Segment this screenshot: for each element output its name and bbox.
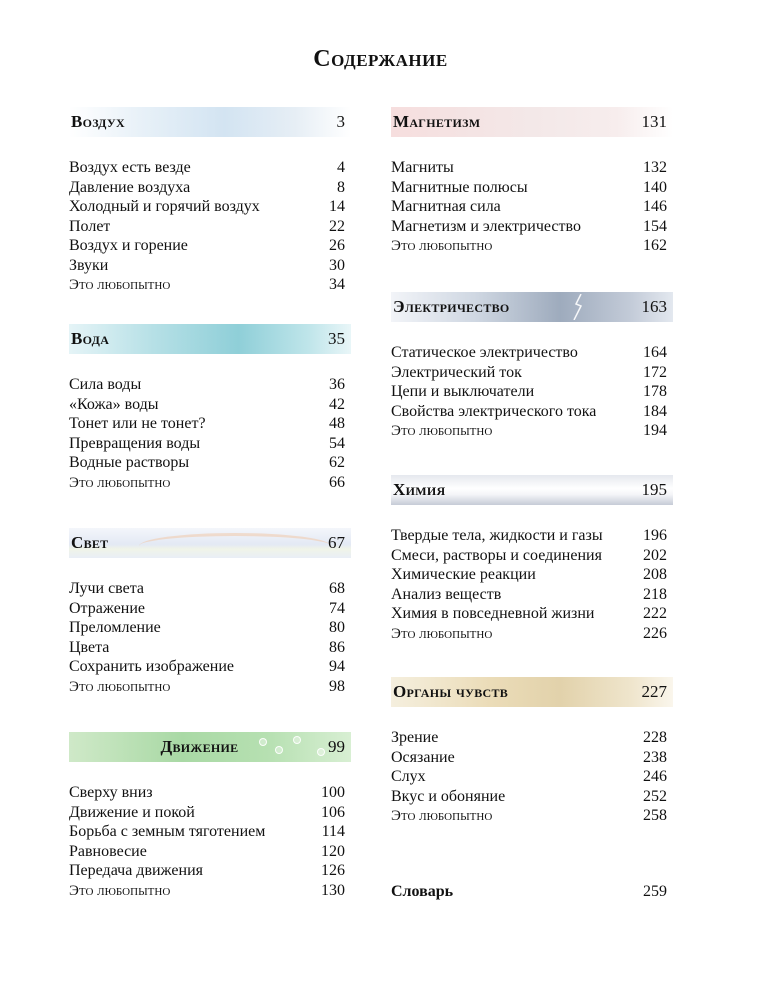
toc-entry[interactable] bbox=[69, 822, 351, 842]
entry-title: Борьба с земным тяготением bbox=[69, 823, 266, 840]
entry-list bbox=[69, 579, 351, 696]
section-heading[interactable]: Электричество bbox=[393, 297, 510, 316]
entry-page: 120 bbox=[321, 842, 345, 860]
entry-page: 42 bbox=[329, 395, 345, 413]
section-heading-band bbox=[69, 324, 351, 354]
entry-title: Равновесие bbox=[69, 842, 147, 860]
entry-title: Сверху вниз bbox=[69, 784, 153, 801]
toc-entry[interactable] bbox=[69, 414, 351, 434]
entry-title: Зрение bbox=[391, 729, 439, 746]
toc-entry[interactable] bbox=[69, 618, 351, 638]
entry-page: 218 bbox=[643, 585, 667, 603]
entry-page: 94 bbox=[329, 658, 345, 675]
entry-page: 100 bbox=[321, 784, 345, 801]
entry-title: Статическое электричество bbox=[391, 344, 578, 361]
entry-page: 36 bbox=[329, 376, 345, 393]
entry-title: Твердые тела, жидкости и газы bbox=[391, 527, 603, 544]
toc-entry[interactable] bbox=[391, 178, 673, 198]
toc-entry[interactable] bbox=[391, 565, 673, 585]
section-heading[interactable]: Вода bbox=[71, 329, 110, 348]
entry-title: Свойства электрического тока bbox=[391, 402, 597, 420]
entry-title: Это любопытно bbox=[69, 474, 171, 491]
entry-list bbox=[391, 343, 673, 441]
entry-page: 80 bbox=[329, 619, 345, 636]
section-chemistry bbox=[391, 475, 673, 643]
toc-entry[interactable] bbox=[391, 402, 673, 422]
entry-page: 130 bbox=[321, 881, 345, 899]
toc-entry[interactable] bbox=[69, 158, 351, 178]
entry-title: Это любопытно bbox=[69, 277, 171, 293]
entry-page: 162 bbox=[643, 237, 667, 254]
toc-entry[interactable] bbox=[391, 624, 673, 644]
entry-list bbox=[391, 526, 673, 643]
entry-title: Цвета bbox=[69, 638, 110, 656]
entry-page: 196 bbox=[643, 527, 667, 544]
entry-page: 30 bbox=[329, 256, 345, 274]
section-page-number: 35 bbox=[328, 329, 345, 348]
entry-page: 4 bbox=[337, 159, 345, 176]
toc-entry[interactable] bbox=[391, 526, 673, 546]
entry-title: Магниты bbox=[391, 159, 454, 176]
page-title: Содержание bbox=[313, 46, 448, 72]
toc-entry[interactable] bbox=[391, 158, 673, 178]
entry-page: 164 bbox=[643, 344, 667, 361]
entry-title: Анализ веществ bbox=[391, 585, 502, 603]
toc-entry[interactable] bbox=[69, 803, 351, 823]
toc-entry[interactable] bbox=[391, 767, 673, 787]
toc-entry[interactable] bbox=[391, 363, 673, 383]
toc-entry[interactable] bbox=[69, 256, 351, 276]
section-heading[interactable]: Воздух bbox=[71, 112, 125, 131]
glossary-page: 259 bbox=[643, 883, 667, 900]
entry-title: Магнитные полюсы bbox=[391, 178, 528, 196]
entry-page: 8 bbox=[337, 178, 345, 196]
section-light bbox=[69, 528, 351, 696]
toc-entry[interactable] bbox=[69, 599, 351, 619]
toc-entry[interactable] bbox=[69, 677, 351, 697]
entry-title: Это любопытно bbox=[391, 423, 493, 439]
entry-title: Слух bbox=[391, 768, 426, 785]
entry-title: Сохранить изображение bbox=[69, 658, 234, 675]
entry-title: Тонет или не тонет? bbox=[69, 415, 206, 432]
entry-page: 140 bbox=[643, 178, 667, 196]
entry-page: 246 bbox=[643, 768, 667, 785]
section-page-number: 131 bbox=[641, 112, 667, 131]
entry-page: 86 bbox=[329, 638, 345, 656]
toc-entry[interactable] bbox=[69, 473, 351, 493]
toc-entry[interactable] bbox=[391, 806, 673, 826]
entry-title: Вкус и обоняние bbox=[391, 787, 506, 805]
entry-page: 194 bbox=[643, 422, 667, 439]
toc-entry[interactable] bbox=[69, 881, 351, 901]
rainbow-decoration bbox=[139, 533, 331, 559]
entry-title: Преломление bbox=[69, 619, 161, 636]
toc-entry[interactable] bbox=[391, 236, 673, 256]
entry-page: 238 bbox=[643, 748, 667, 766]
entry-page: 208 bbox=[643, 566, 667, 583]
entry-page: 98 bbox=[329, 677, 345, 695]
toc-entry[interactable] bbox=[69, 842, 351, 862]
section-senses bbox=[391, 677, 673, 826]
entry-title: Движение и покой bbox=[69, 803, 195, 821]
section-page-number: 67 bbox=[328, 533, 345, 552]
glossary-title: Словарь bbox=[391, 883, 454, 900]
toc-entry[interactable] bbox=[391, 546, 673, 566]
entry-page: 66 bbox=[329, 473, 345, 491]
section-heading-band bbox=[391, 292, 673, 322]
entry-page: 202 bbox=[643, 546, 667, 564]
entry-title: Сила воды bbox=[69, 376, 142, 393]
toc-entry[interactable] bbox=[391, 604, 673, 624]
entry-page: 22 bbox=[329, 217, 345, 235]
section-heading[interactable]: Магнетизм bbox=[393, 112, 481, 131]
entry-page: 258 bbox=[643, 807, 667, 824]
toc-entry[interactable] bbox=[69, 453, 351, 473]
entry-title: Это любопытно bbox=[391, 808, 493, 824]
entry-page: 34 bbox=[329, 276, 345, 293]
section-heading-band bbox=[69, 107, 351, 137]
toc-entry[interactable] bbox=[391, 748, 673, 768]
entry-title: Полет bbox=[69, 217, 111, 235]
entry-page: 172 bbox=[643, 363, 667, 381]
entry-title: Осязание bbox=[391, 748, 455, 766]
entry-title: Это любопытно bbox=[69, 882, 171, 899]
section-heading[interactable]: Органы чувств bbox=[393, 682, 509, 701]
section-heading[interactable]: Химия bbox=[393, 480, 446, 499]
toc-entry[interactable] bbox=[391, 728, 673, 748]
section-water bbox=[69, 324, 351, 492]
toc-entry[interactable] bbox=[69, 275, 351, 295]
entry-title: Превращения воды bbox=[69, 434, 201, 452]
entry-title: Цепи и выключатели bbox=[391, 383, 535, 400]
section-electricity bbox=[391, 292, 673, 441]
toc-entry[interactable] bbox=[391, 585, 673, 605]
toc-entry[interactable] bbox=[69, 434, 351, 454]
entry-title: Это любопытно bbox=[391, 238, 493, 254]
entry-page: 68 bbox=[329, 580, 345, 597]
section-heading-band bbox=[69, 528, 351, 558]
toc-entry[interactable] bbox=[69, 236, 351, 256]
section-heading[interactable]: Движение bbox=[160, 737, 239, 756]
toc-entry[interactable] bbox=[69, 375, 351, 395]
section-heading-band bbox=[391, 677, 673, 707]
entry-title: Водные растворы bbox=[69, 454, 190, 471]
toc-entry[interactable] bbox=[69, 395, 351, 415]
entry-list bbox=[69, 375, 351, 492]
entry-list bbox=[391, 158, 673, 256]
section-heading-band bbox=[69, 732, 351, 762]
entry-title: Химия в повседневной жизни bbox=[391, 605, 595, 622]
entry-list bbox=[391, 728, 673, 826]
entry-title: Воздух и горение bbox=[69, 237, 188, 254]
entry-title: Смеси, растворы и соединения bbox=[391, 546, 602, 564]
lightning-icon bbox=[569, 294, 589, 320]
entry-title: «Кожа» воды bbox=[69, 395, 159, 413]
entry-page: 226 bbox=[643, 624, 667, 642]
entry-page: 178 bbox=[643, 383, 667, 400]
entry-page: 146 bbox=[643, 198, 667, 215]
entry-title: Холодный и горячий воздух bbox=[69, 198, 260, 215]
entry-title: Магнитная сила bbox=[391, 198, 501, 215]
entry-title: Магнетизм и электричество bbox=[391, 217, 581, 235]
toc-entry[interactable] bbox=[391, 343, 673, 363]
toc-entry[interactable] bbox=[391, 787, 673, 807]
entry-title: Лучи света bbox=[69, 580, 145, 597]
section-motion bbox=[69, 732, 351, 900]
entry-title: Отражение bbox=[69, 599, 146, 617]
section-page-number: 99 bbox=[327, 737, 345, 756]
toc-entry[interactable] bbox=[69, 197, 351, 217]
entry-page: 14 bbox=[329, 198, 345, 215]
toc-entry[interactable] bbox=[69, 861, 351, 881]
entry-page: 154 bbox=[643, 217, 667, 235]
entry-page: 48 bbox=[329, 415, 345, 432]
entry-page: 228 bbox=[643, 729, 667, 746]
entry-title: Воздух есть везде bbox=[69, 159, 191, 176]
entry-page: 26 bbox=[329, 237, 345, 254]
toc-entry[interactable] bbox=[391, 382, 673, 402]
section-air bbox=[69, 107, 351, 295]
entry-title: Передача движения bbox=[69, 862, 203, 879]
entry-title: Это любопытно bbox=[69, 678, 171, 695]
toc-entry[interactable] bbox=[391, 197, 673, 217]
section-page-number: 227 bbox=[641, 682, 667, 701]
entry-list bbox=[69, 783, 351, 900]
section-page-number: 163 bbox=[641, 297, 667, 316]
toc-entry[interactable] bbox=[69, 178, 351, 198]
entry-page: 114 bbox=[321, 823, 345, 840]
entry-page: 106 bbox=[321, 803, 345, 821]
toc-entry[interactable] bbox=[69, 783, 351, 803]
section-heading-band bbox=[391, 475, 673, 505]
section-page-number: 3 bbox=[336, 112, 345, 131]
toc-entry[interactable] bbox=[69, 638, 351, 658]
entry-page: 132 bbox=[643, 159, 667, 176]
glossary-entry[interactable] bbox=[391, 883, 673, 901]
entry-page: 62 bbox=[329, 454, 345, 471]
section-heading-band bbox=[391, 107, 673, 137]
entry-title: Давление воздуха bbox=[69, 178, 191, 196]
section-heading[interactable]: Свет bbox=[71, 533, 109, 552]
entry-page: 184 bbox=[643, 402, 667, 420]
entry-title: Звуки bbox=[69, 256, 109, 274]
toc-entry[interactable] bbox=[391, 217, 673, 237]
entry-title: Это любопытно bbox=[391, 625, 493, 642]
entry-page: 54 bbox=[329, 434, 345, 452]
entry-list bbox=[69, 158, 351, 295]
toc-entry[interactable] bbox=[69, 657, 351, 677]
entry-title: Химические реакции bbox=[391, 566, 536, 583]
entry-page: 74 bbox=[329, 599, 345, 617]
section-page-number: 195 bbox=[641, 480, 667, 499]
entry-title: Электрический ток bbox=[391, 363, 522, 381]
toc-entry[interactable] bbox=[391, 421, 673, 441]
entry-page: 252 bbox=[643, 787, 667, 805]
section-magnetism bbox=[391, 107, 673, 256]
toc-entry[interactable] bbox=[69, 217, 351, 237]
toc-entry[interactable] bbox=[69, 579, 351, 599]
entry-page: 222 bbox=[643, 605, 667, 622]
entry-page: 126 bbox=[321, 862, 345, 879]
